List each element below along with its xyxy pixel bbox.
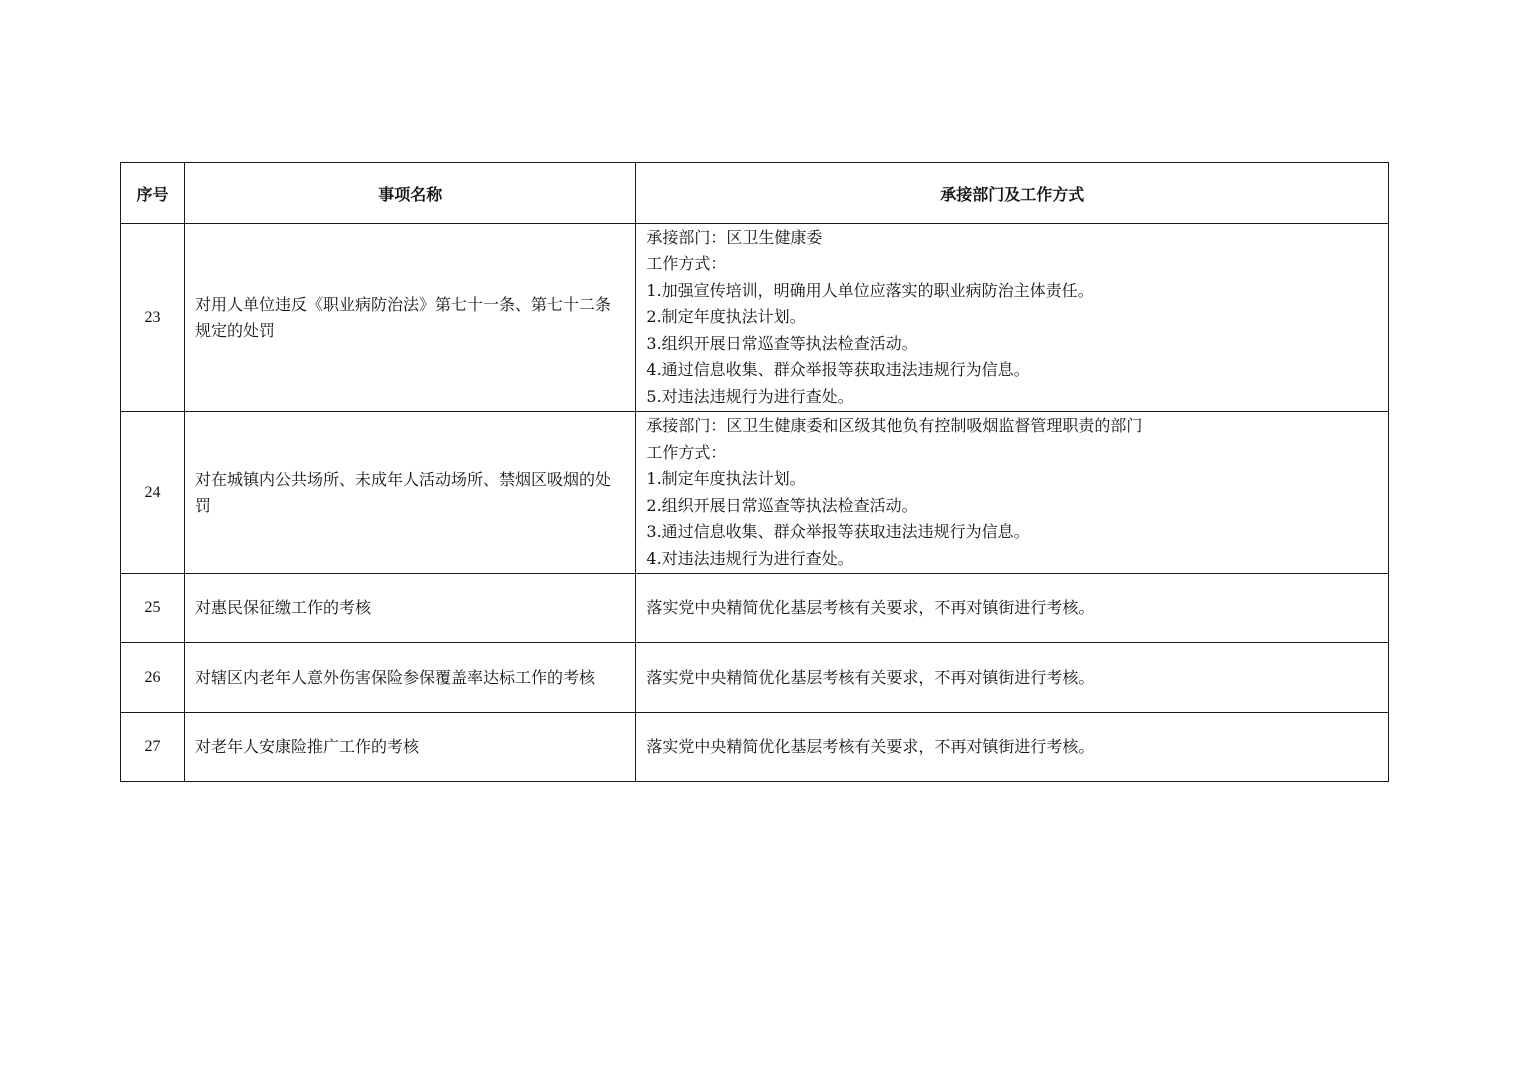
table-row: [121, 643, 1389, 713]
row-item-name: 对惠民保征缴工作的考核: [185, 574, 636, 643]
method-step-line: 3.通过信息收集、群众举报等获取违法违规行为信息。: [646, 522, 1030, 541]
row-department-and-method: [636, 713, 1389, 782]
row-department-and-method: [636, 574, 1389, 643]
method-step-line: 4.对违法违规行为进行查处。: [646, 548, 854, 568]
method-label-line: 工作方式：: [646, 442, 727, 462]
items-table: [120, 162, 1389, 782]
row-department-and-method: [636, 412, 1389, 574]
table-row: [121, 713, 1389, 782]
table-row: [121, 412, 1389, 574]
method-step-line: 5.对违法违规行为进行查处。: [646, 386, 854, 406]
method-step-line: 2.制定年度执法计划。: [646, 307, 806, 327]
method-step-line: 1.加强宣传培训，明确用人单位应落实的职业病防治主体责任。: [646, 280, 1094, 300]
table-header-row: [121, 163, 1389, 224]
header-department-and-method: 承接部门及工作方式: [636, 163, 1389, 224]
row-serial-number: 24: [121, 412, 185, 574]
row-item-name: 对辖区内老年人意外伤害保险参保覆盖率达标工作的考核: [185, 643, 636, 713]
dept-line: 承接部门：区卫生健康委: [646, 227, 823, 247]
row-serial-number: 27: [121, 713, 185, 782]
row-department-and-method: [636, 643, 1389, 713]
method-label-line: 工作方式：: [646, 254, 727, 274]
row-item-name: 对用人单位违反《职业病防治法》第七十一条、第七十二条规定的处罚: [185, 224, 636, 412]
method-step-line: 2.组织开展日常巡查等执法检查活动。: [646, 495, 918, 515]
table-row: [121, 574, 1389, 643]
method-note-line: 落实党中央精简优化基层考核有关要求，不再对镇街进行考核。: [646, 598, 1095, 617]
row-serial-number: 25: [121, 574, 185, 643]
row-serial-number: 26: [121, 643, 185, 713]
header-serial-number: 序号: [121, 163, 185, 224]
row-department-and-method: [636, 224, 1389, 412]
dept-line: 承接部门：区卫生健康委和区级其他负有控制吸烟监督管理职责的部门: [646, 416, 1143, 435]
row-item-name: 对在城镇内公共场所、未成年人活动场所、禁烟区吸烟的处罚: [185, 412, 636, 574]
method-step-line: 3.组织开展日常巡查等执法检查活动。: [646, 333, 918, 353]
method-note-line: 落实党中央精简优化基层考核有关要求，不再对镇街进行考核。: [646, 737, 1095, 756]
method-step-line: 4.通过信息收集、群众举报等获取违法违规行为信息。: [646, 360, 1030, 380]
method-note-line: 落实党中央精简优化基层考核有关要求，不再对镇街进行考核。: [646, 667, 1095, 687]
row-item-name: 对老年人安康险推广工作的考核: [185, 713, 636, 782]
header-item-name: 事项名称: [185, 163, 636, 224]
table-row: [121, 224, 1389, 412]
row-serial-number: 23: [121, 224, 185, 412]
method-step-line: 1.制定年度执法计划。: [646, 469, 806, 488]
